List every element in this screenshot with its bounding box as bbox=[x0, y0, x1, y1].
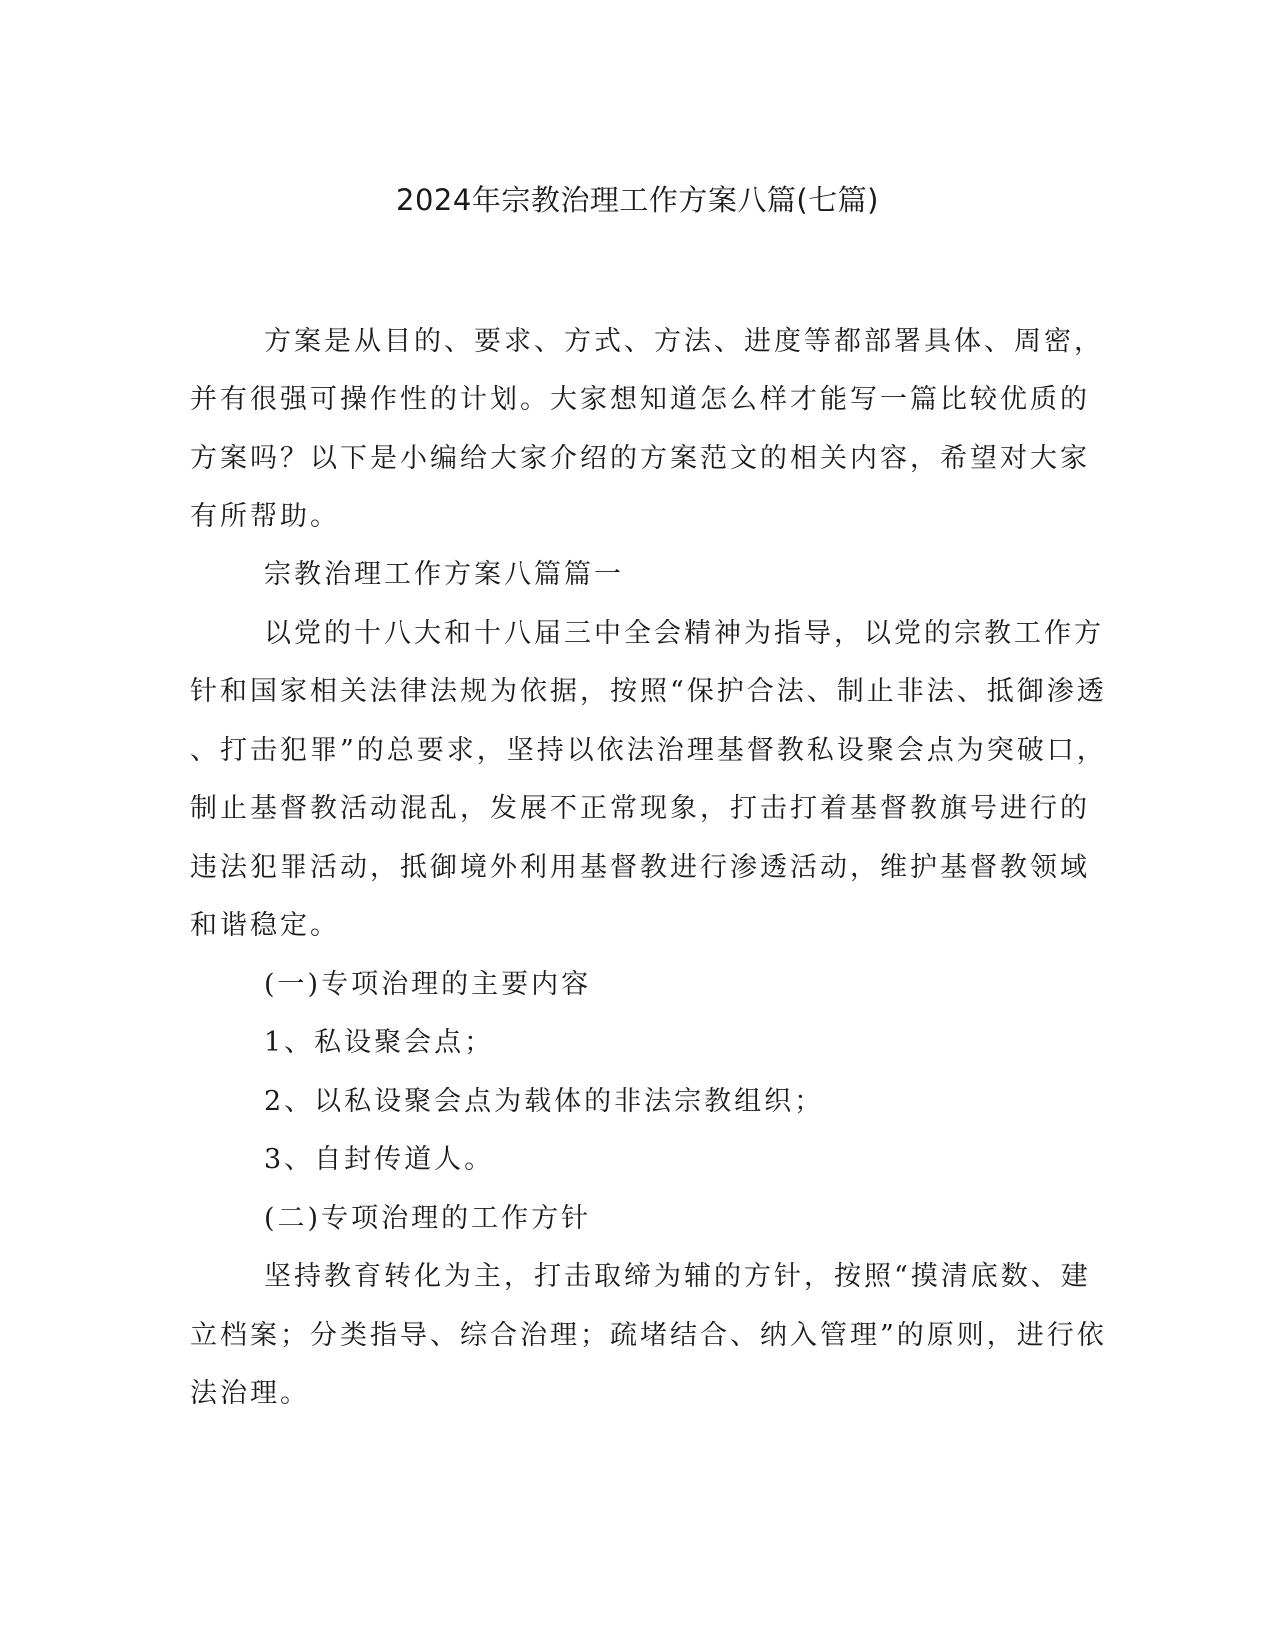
subheading-2: (二)专项治理的工作方针 bbox=[264, 1203, 592, 1234]
intro-line-4: 有所帮助。 bbox=[190, 501, 340, 532]
body-line-2: 针和国家相关法律法规为依据，按照“保护合法、制止非法、抵御渗透 bbox=[190, 676, 1107, 707]
body-line-1: 以党的十八大和十八届三中全会精神为指导，以党的宗教工作方 bbox=[264, 618, 1104, 649]
intro-line-3: 方案吗？以下是小编给大家介绍的方案范文的相关内容，希望对大家 bbox=[190, 443, 1090, 474]
section-heading-1: 宗教治理工作方案八篇篇一 bbox=[264, 559, 624, 590]
intro-line-2: 并有很强可操作性的计划。大家想知道怎么样才能写一篇比较优质的 bbox=[190, 384, 1090, 415]
body-line-3: 、打击犯罪”的总要求，坚持以依法治理基督教私设聚会点为突破口， bbox=[190, 735, 1107, 766]
body-line-4: 制止基督教活动混乱，发展不正常现象，打击打着基督教旗号进行的 bbox=[190, 793, 1090, 824]
body-line-5: 违法犯罪活动，抵御境外利用基督教进行渗透活动，维护基督教领域 bbox=[190, 852, 1090, 883]
policy-line-1: 坚持教育转化为主，打击取缔为辅的方针，按照“摸清底数、建 bbox=[264, 1261, 1091, 1292]
policy-line-3: 法治理。 bbox=[190, 1378, 310, 1409]
policy-line-2: 立档案；分类指导、综合治理；疏堵结合、纳入管理”的原则，进行依 bbox=[190, 1320, 1107, 1351]
document-title: 2024年宗教治理工作方案八篇(七篇) bbox=[396, 183, 879, 217]
list-item-2: 2、以私设聚会点为载体的非法宗教组织； bbox=[264, 1086, 825, 1117]
intro-line-1: 方案是从目的、要求、方式、方法、进度等都部署具体、周密， bbox=[264, 326, 1104, 357]
body-line-6: 和谐稳定。 bbox=[190, 910, 340, 941]
subheading-1: (一)专项治理的主要内容 bbox=[264, 969, 592, 1000]
list-item-3: 3、自封传道人。 bbox=[264, 1144, 495, 1175]
list-item-1: 1、私设聚会点； bbox=[264, 1027, 495, 1058]
